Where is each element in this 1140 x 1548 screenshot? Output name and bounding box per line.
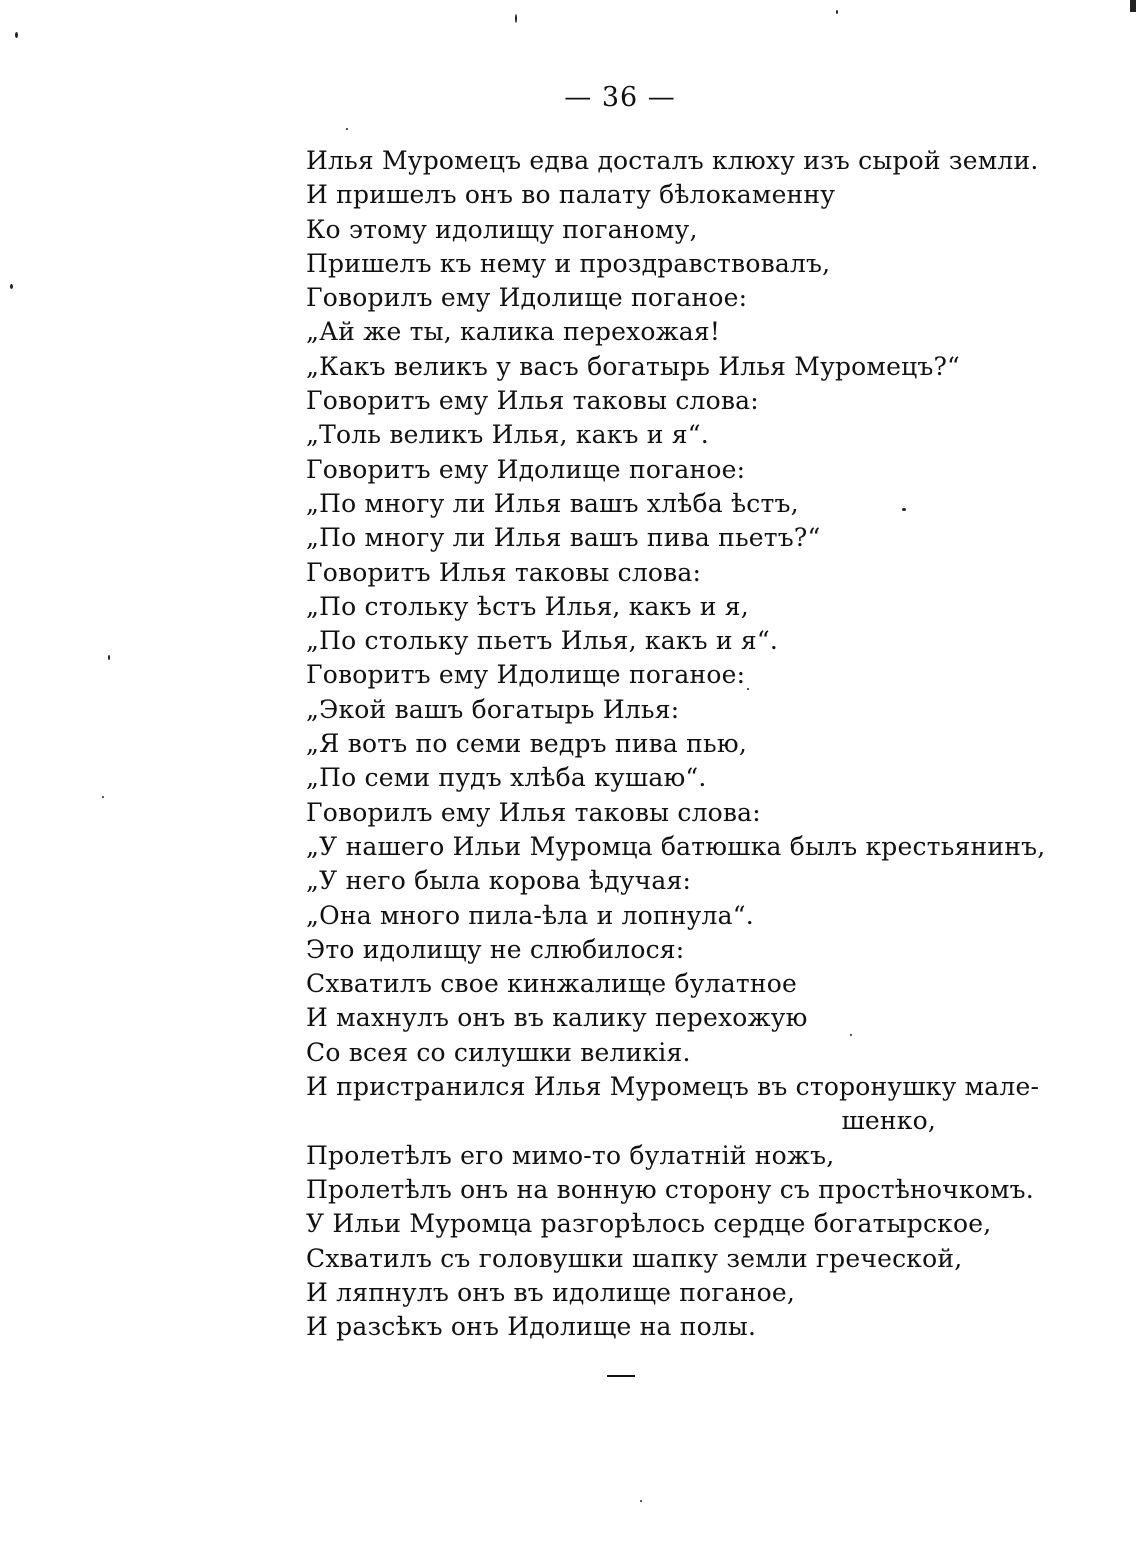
poem-line: Говорилъ ему Идолище поганое: <box>306 283 748 313</box>
poem-line: „По многу ли Илья вашъ хлѣба ѣстъ, <box>306 488 799 518</box>
poem-line: „По многу ли Илья вашъ пива пьетъ?“ <box>306 523 821 553</box>
poem-line: Ко этому идолищу поганому, <box>306 214 698 244</box>
scan-speck <box>515 14 517 23</box>
scan-speck <box>108 655 110 660</box>
poem-line: „Я вотъ по семи ведръ пива пью, <box>306 729 747 759</box>
scan-speck <box>346 128 348 130</box>
poem-line: Говоритъ Илья таковы слова: <box>306 557 702 587</box>
poem-line: Схватилъ свое кинжалище булатное <box>306 969 797 999</box>
poem-line: „Толь великъ Илья, какъ и я“. <box>306 420 709 450</box>
scan-speck <box>15 32 18 38</box>
poem-line: И пристранился Илья Муромецъ въ сторонушку мале- <box>306 1072 1040 1102</box>
poem-line: Это идолищу не слюбилося: <box>306 934 685 964</box>
poem-line: „По стольку пьетъ Илья, какъ и я“. <box>306 626 779 656</box>
scan-speck <box>836 10 838 14</box>
poem-line: Говоритъ ему Идолище поганое: <box>306 660 746 690</box>
scan-speck <box>102 796 104 798</box>
poem-line: „Ай же ты, калика перехожая! <box>306 317 721 347</box>
poem-line: Пролетѣлъ онъ на вонную сторону съ простѣночкомъ. <box>306 1174 1034 1204</box>
poem-line: „Экой вашъ богатырь Илья: <box>306 694 680 724</box>
scan-speck <box>747 688 749 690</box>
poem-line: И разсѣкъ онъ Идолище на полы. <box>306 1312 757 1342</box>
poem-line: „По семи пудъ хлѣба кушаю“. <box>306 763 707 793</box>
poem-line: И махнулъ онъ въ калику перехожую <box>306 1003 808 1033</box>
poem-line: Говоритъ ему Илья таковы слова: <box>306 386 759 416</box>
poem-text <box>306 144 1046 1344</box>
poem-line: Илья Муромецъ едва досталъ клюху изъ сырой земли. <box>306 146 1039 175</box>
poem-line: Пролетѣлъ его мимо-то булатній ножъ, <box>306 1140 835 1170</box>
poem-line: У Ильи Муромца разгорѣлось сердце богатырское, <box>306 1209 992 1239</box>
poem-line: „У нашего Ильи Муромца батюшка былъ крестьянинъ, <box>306 831 1046 861</box>
poem-line: Пришелъ къ нему и проздравствовалъ, <box>306 248 831 278</box>
poem-line: Схватилъ съ головушки шапку земли греческой, <box>306 1243 963 1273</box>
scan-speck <box>850 1034 852 1036</box>
poem-line: И ляпнулъ онъ въ идолище поганое, <box>306 1277 796 1307</box>
scan-speck <box>10 284 13 289</box>
scan-speck <box>640 1500 642 1502</box>
poem-line: „Она много пила-ѣла и лопнула“. <box>306 900 754 930</box>
page-number: — 36 — <box>564 82 676 113</box>
poem-line: „Какъ великъ у васъ богатырь Илья Муромецъ?“ <box>306 351 961 381</box>
poem-line: Говорилъ ему Илья таковы слова: <box>306 797 761 827</box>
poem-line: И пришелъ онъ во палату бѣлокаменну <box>306 180 836 210</box>
poem-line: Говоритъ ему Идолище поганое: <box>306 454 746 484</box>
scan-speck <box>902 508 906 511</box>
poem-line: „По стольку ѣстъ Илья, какъ и я, <box>306 591 749 621</box>
poem-line: „У него была корова ѣдучая: <box>306 866 692 896</box>
poem-line-continuation: шенко, <box>841 1106 936 1136</box>
poem-line: Со всея со силушки великія. <box>306 1037 691 1067</box>
scan-speck <box>1130 0 1136 12</box>
end-rule <box>607 1375 635 1377</box>
